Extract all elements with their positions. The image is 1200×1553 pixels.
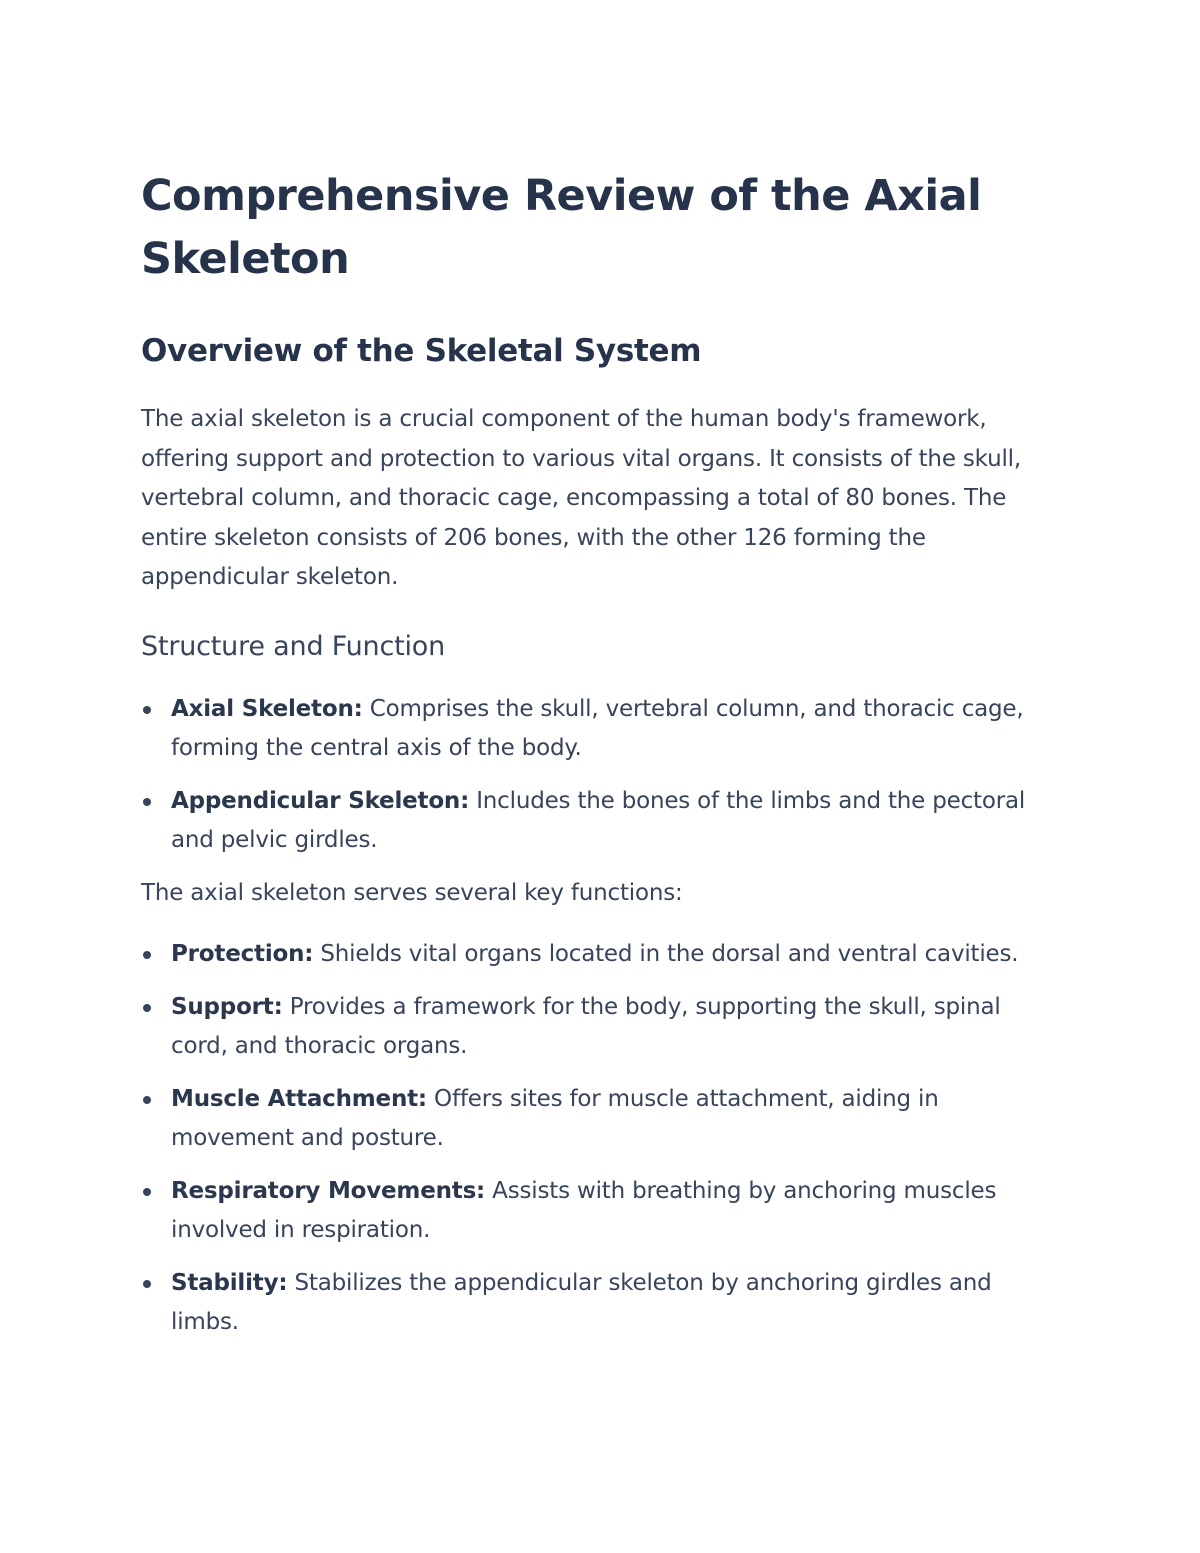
list-item-term: Protection:: [171, 941, 314, 967]
list-item-text: Shields vital organs located in the dorsal and ventral cavities.: [313, 941, 1019, 967]
list-item-term: Muscle Attachment:: [171, 1085, 427, 1112]
list-item-text: Comprises the skull, vertebral column, and thoracic cage, forming the central axis of the body.: [171, 695, 1024, 761]
list-item-text: Provides a framework for the body, supporting the skull, spinal cord, and thoracic organs.: [171, 993, 1001, 1059]
list-item-term: Respiratory Movements:: [171, 1177, 486, 1204]
list-item: [141, 935, 1061, 975]
list-item: [141, 1172, 1061, 1251]
list-item-term: Support:: [171, 993, 283, 1020]
list-item-term: Stability:: [171, 1269, 288, 1296]
list-item: [141, 988, 1061, 1067]
document-page: [141, 165, 1061, 1343]
list-item: [141, 782, 1061, 861]
subsection-heading: Structure and Function: [141, 630, 446, 662]
list-item-term: Appendicular Skeleton:: [171, 787, 470, 814]
list-item-text: Includes the bones of the limbs and the pectoral and pelvic girdles.: [171, 787, 1026, 853]
bullet-icon: [143, 951, 151, 959]
list-item: [141, 690, 1061, 769]
bullet-icon: [143, 1188, 151, 1196]
functions-intro: The axial skeleton serves several key functions:: [141, 879, 683, 906]
page-title: Comprehensive Review of the Axial Skeleton: [141, 171, 982, 284]
bullet-icon: [143, 798, 151, 806]
bullet-icon: [143, 1096, 151, 1104]
bullet-icon: [143, 1004, 151, 1012]
list-item-text: Assists with breathing by anchoring muscles involved in respiration.: [171, 1177, 997, 1243]
list-item-text: Stabilizes the appendicular skeleton by anchoring girdles and limbs.: [171, 1269, 992, 1335]
structure-list: [141, 690, 1061, 861]
list-item: [141, 1080, 1061, 1159]
list-item-term: Axial Skeleton:: [171, 695, 363, 722]
list-item-text: Offers sites for muscle attachment, aiding in movement and posture.: [171, 1085, 939, 1151]
section-heading: Overview of the Skeletal System: [141, 333, 702, 369]
bullet-icon: [143, 706, 151, 714]
intro-paragraph: The axial skeleton is a crucial component of the human body's framework, offering support and protection to various vital organs. It consists of the skull, vertebral column, and thoracic cage, encompassing a total of 80 bones. The entire skeleton consists of 206 bones, with the other 126 forming the appendicular skeleton.: [141, 406, 1021, 590]
list-item: [141, 1264, 1061, 1343]
functions-list: [141, 935, 1061, 1343]
bullet-icon: [143, 1280, 151, 1288]
